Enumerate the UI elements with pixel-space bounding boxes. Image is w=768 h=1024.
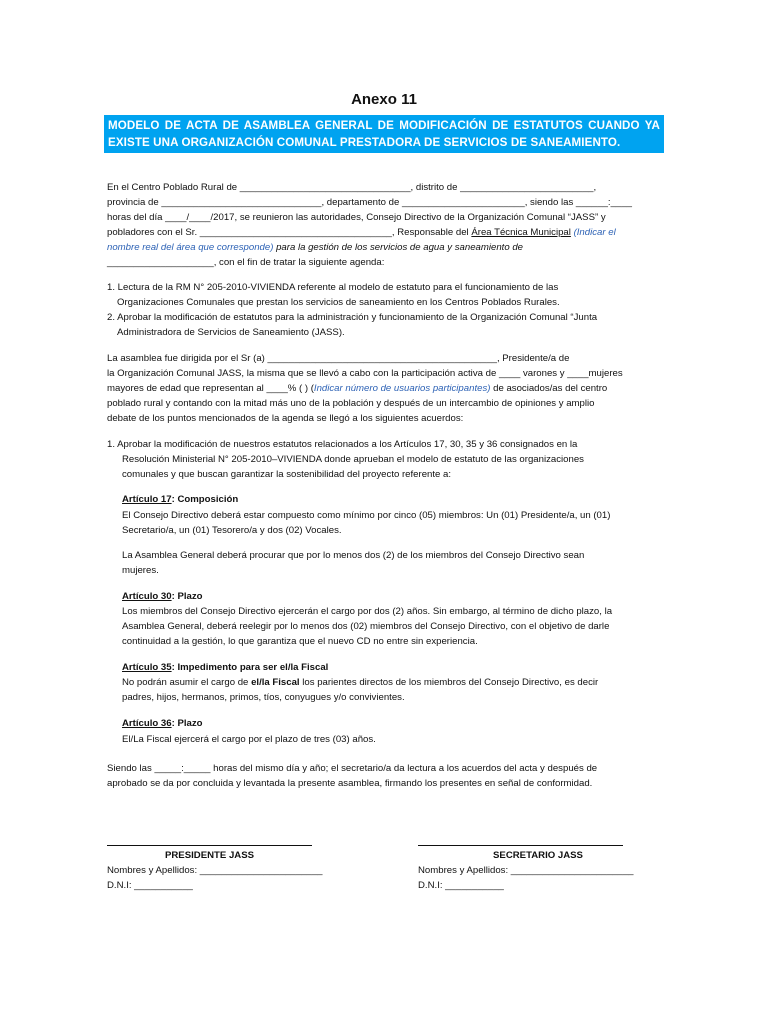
assembly-line-5: debate de los puntos mencionados de la agenda se llegó a los siguientes acuerdos: (107, 413, 464, 424)
article-36-heading (122, 716, 203, 732)
article-17-line-1: El Consejo Directivo deberá estar compuesto como mínimo por cinco (05) miembros: Un (01) Presidente/a, un (01) (122, 510, 611, 521)
article-35-line-1 (122, 675, 660, 691)
intro-line-3: horas del día ____/____/2017, se reunieron las autoridades, Consejo Directivo de la Organización Comunal “JASS” y (107, 212, 606, 223)
intro-line-4-text: pobladores con el Sr. ____________________________________, Responsable del (107, 227, 472, 238)
article-30-title: : Plazo (171, 591, 203, 602)
agenda-item-2-line-1: 2. Aprobar la modificación de estatutos para la administración y funcionamiento de la Organización Comunal “Junta (107, 312, 598, 323)
assembly-line-3-text: mayores de edad que representan al ____% ( ) ( (107, 383, 314, 394)
users-hint: Indicar número de usuarios participantes) (313, 383, 491, 394)
intro-line-2: provincia de ______________________________, departamento de _______________________, siendo las ______:____ (107, 197, 632, 208)
closing-line-2: aprobado se da por concluida y levantada la presente asamblea, firmando los presentes en señal de conformidad. (107, 778, 593, 789)
article-17-extra-1: La Asamblea General deberá procurar que por lo menos dos (2) de los miembros del Consejo Directivo sean (122, 550, 585, 561)
article-30-heading (122, 589, 203, 605)
annex-title: Anexo 11 (351, 91, 417, 108)
article-30-line-1: Los miembros del Consejo Directivo ejercerán el cargo por dos (2) años. Sin embargo, al término de dicho plazo, la (122, 606, 613, 617)
indicar-hint: (Indicar el (570, 227, 616, 238)
fiscal-label: el/la Fiscal (251, 677, 300, 688)
agreement-line-1: 1. Aprobar la modificación de nuestros estatutos relacionados a los Artículos 17, 30, 35 y 36 consignados en la (107, 439, 578, 450)
intro-line-6: ____________________, con el fin de tratar la siguiente agenda: (107, 257, 385, 268)
president-names: Nombres y Apellidos: _______________________ (107, 865, 323, 876)
assembly-line-4: poblado rural y contando con la mitad más uno de la población y después de un intercambio de opiniones y amplio (107, 398, 595, 409)
intro-line-5-text: para la gestión de los servicios de agua y saneamiento de (273, 242, 523, 253)
signature-line-president (107, 845, 312, 846)
article-35-number: Artículo 35 (122, 662, 172, 673)
agreement-line-3: comunales y que buscan garantizar la sostenibilidad del proyecto referente a: (122, 469, 452, 480)
secretary-role: SECRETARIO JASS (493, 850, 583, 861)
agenda-item-2-line-2: Administradora de Servicios de Saneamiento (JASS). (117, 327, 345, 338)
intro-line-4 (107, 225, 667, 241)
signature-line-secretary (418, 845, 623, 846)
area-name-hint: nombre real del área que corresponde) (107, 242, 274, 253)
article-17-title: : Composición (171, 494, 239, 505)
article-35-heading (122, 660, 328, 676)
president-role: PRESIDENTE JASS (164, 850, 255, 861)
article-17-extra-2: mujeres. (122, 565, 159, 576)
agenda-item-1-line-2: Organizaciones Comunales que prestan los servicios de saneamiento en los Centros Poblados Rurales. (117, 297, 560, 308)
article-30-line-3: continuidad a la gestión, lo que garantiza que el nuevo CD no entre sin experiencia. (122, 636, 478, 647)
assembly-line-3-end: de asociados/as del centro (490, 383, 608, 394)
area-tecnica-label: Área Técnica Municipal (471, 227, 571, 238)
article-17-heading (122, 492, 238, 508)
agenda-item-1-line-1: 1. Lectura de la RM N° 205-2010-VIVIENDA referente al modelo de estatuto para el funcionamiento de las (107, 282, 559, 293)
intro-line-1: En el Centro Poblado Rural de ________________________________, distrito de _________________________, (107, 182, 597, 193)
closing-line-1: Siendo las _____:_____ horas del mismo día y año; el secretario/a da lectura a los acuerdos del acta y después de (107, 763, 598, 774)
article-35-line-1-a: No podrán asumir el cargo de (122, 677, 252, 688)
article-35-title: : Impedimento para ser el/la Fiscal (171, 662, 329, 673)
document-heading-banner: MODELO DE ACTA DE ASAMBLEA GENERAL DE MODIFICACIÓN DE ESTATUTOS CUANDO YA EXISTE UNA ORGANIZACIÓN COMUNAL PRESTADORA DE SERVICIOS DE SANEAMIENTO. (104, 115, 664, 153)
article-36-line-1: El/La Fiscal ejercerá el cargo por el plazo de tres (03) años. (122, 734, 376, 745)
assembly-line-2: la Organización Comunal JASS, la misma que se llevó a cabo con la participación activa de ____ varones y ____mujeres (107, 368, 623, 379)
intro-line-5 (107, 240, 667, 256)
president-dni: D.N.I: ___________ (107, 880, 193, 891)
article-17-number: Artículo 17 (122, 494, 172, 505)
secretary-dni: D.N.I: ___________ (418, 880, 504, 891)
secretary-names: Nombres y Apellidos: _______________________ (418, 865, 634, 876)
article-36-title: : Plazo (171, 718, 203, 729)
article-35-line-1-c: los parientes directos de los miembros del Consejo Directivo, es decir (299, 677, 599, 688)
article-17-line-2: Secretario/a, un (01) Tesorero/a y dos (02) Vocales. (122, 525, 342, 536)
article-36-number: Artículo 36 (122, 718, 172, 729)
agreement-line-2: Resolución Ministerial N° 205-2010–VIVIENDA donde aprueban el modelo de estatuto de las organizaciones (122, 454, 584, 465)
article-30-number: Artículo 30 (122, 591, 172, 602)
article-30-line-2: Asamblea General, deberá reelegir por lo menos dos (02) miembros del Consejo Directivo, con el objetivo de darle (122, 621, 610, 632)
assembly-line-1: La asamblea fue dirigida por el Sr (a) ___________________________________________, Presidente/a de (107, 353, 570, 364)
assembly-line-3 (107, 381, 667, 397)
article-35-line-2: padres, hijos, hermanos, primos, tíos, conyugues y/o convivientes. (122, 692, 405, 703)
